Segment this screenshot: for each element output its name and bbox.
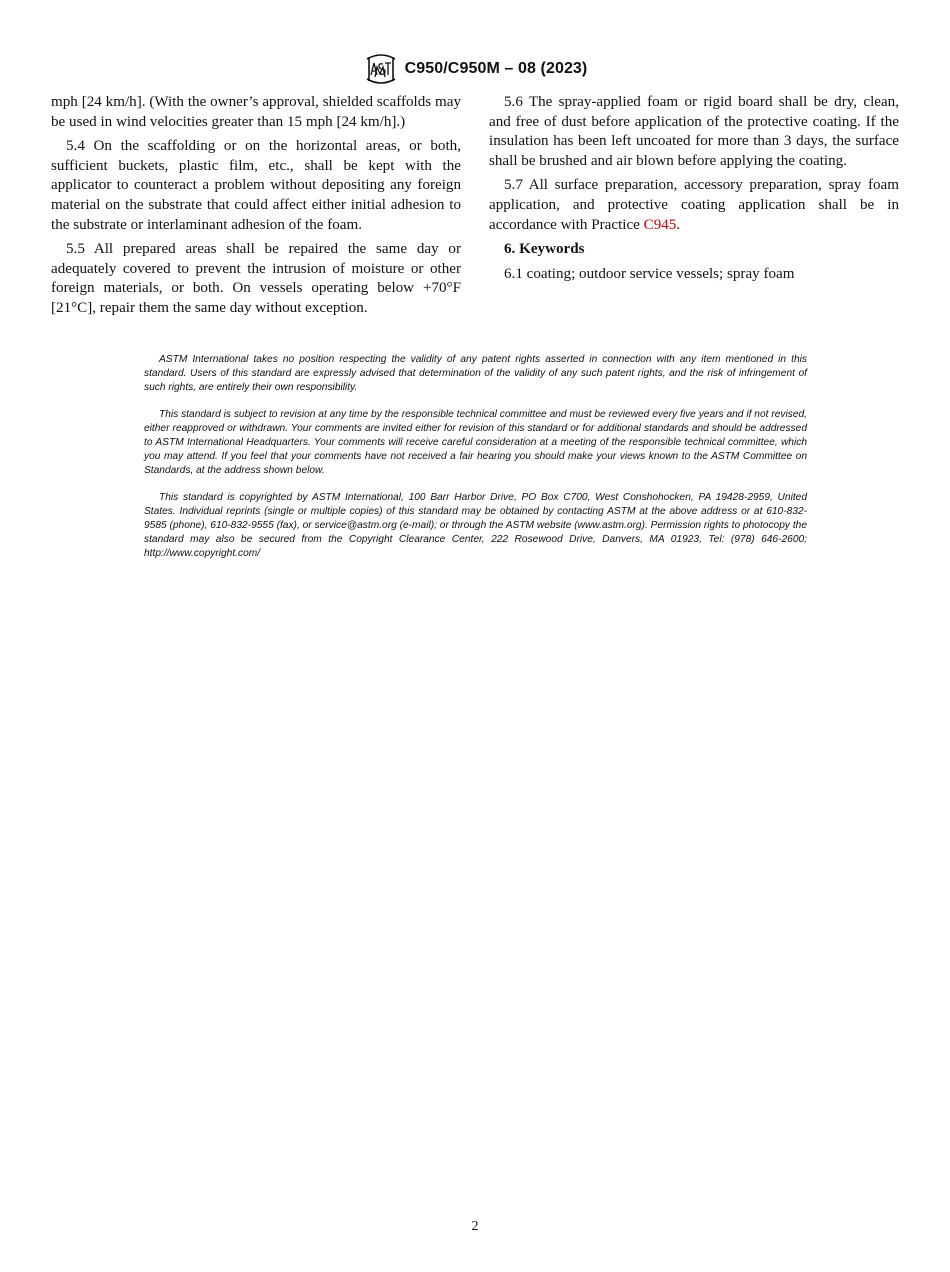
practice-c945-link[interactable]: C945 [643,216,677,233]
paragraph-5-7 [489,176,899,235]
right-column [489,93,899,284]
left-column [51,93,461,324]
paragraph-5-7-text: 5.7 All surface preparation, accessory preparation, spray foam application, and protective coating application shall be in accordance with Practice [489,177,899,233]
paragraph-5-5: 5.5 All prepared areas shall be repaired the same day or adequately covered to prevent the intrusion of moisture or other foreign materials, or both. On vessels operating below +70°F [21°C], repair them the same day without exception. [51,241,461,316]
revision-notice: This standard is subject to revision at any time by the responsible technical committee and must be reviewed every five years and if not revised, either reapproved or withdrawn. Your comments are invited either for revision of this standard or for additional standards and should be addressed to ASTM International Headquarters. Your comments will receive careful consideration at a meeting of the responsible technical committee, which you may attend. If you feel that your comments have not received a fair hearing you should make your views known to the ASTM Committee on Standards, at the address shown below. [144,409,807,476]
copyright-notice: This standard is copyrighted by ASTM International, 100 Barr Harbor Drive, PO Box C700, West Conshohocken, PA 19428-2959, United States. Individual reprints (single or multiple copies) of this standard may be obtained by contacting ASTM at the above address or at 610-832-9585 (phone), 610-832-9555 (fax), or service@astm.org (e-mail); or through the ASTM website (www.astm.org). Permission rights to photocopy the standard may also be secured from the Copyright Clearance Center, 222 Rosewood Drive, Danvers, MA 01923, Tel: (978) 646-2600; http://www.copyright.com/ [144,492,807,559]
astm-notices [144,353,807,574]
patent-notice: ASTM International takes no position respecting the validity of any patent rights asserted in connection with any item mentioned in this standard. Users of this standard are expressly advised that determination of the validity of any such patent rights, and the risk of infringement of such rights, are entirely their own responsibility. [144,354,807,393]
paragraph-5-3-continued: mph [24 km/h]. (With the owner’s approval, shielded scaffolds may be used in wind velocities greater than 15 mph [24 km/h].) [51,94,461,130]
section-6-heading: 6. Keywords [504,241,585,258]
paragraph-6-1: 6.1 coating; outdoor service vessels; spray foam [504,265,795,282]
paragraph-5-4: 5.4 On the scaffolding or on the horizontal areas, or both, sufficient buckets, plastic film, etc., shall be kept with the applicator to counteract a problem without depositing any foreign material on the substrate that could affect either initial adhesion to the substrate or interlaminant adhesion of the foam. [51,138,461,233]
page-header [0,52,950,86]
astm-logo-icon [363,53,399,85]
paragraph-5-7-end: . [676,216,681,233]
paragraph-5-6: 5.6 The spray-applied foam or rigid board shall be dry, clean, and free of dust before application of the protective coating. If the insulation has been left uncoated for more than 3 days, the surface shall be brushed and air blown before applying the coating. [489,94,899,169]
standard-designation: C950/C950M – 08 (2023) [404,60,588,77]
page-number: 2 [471,1219,479,1234]
